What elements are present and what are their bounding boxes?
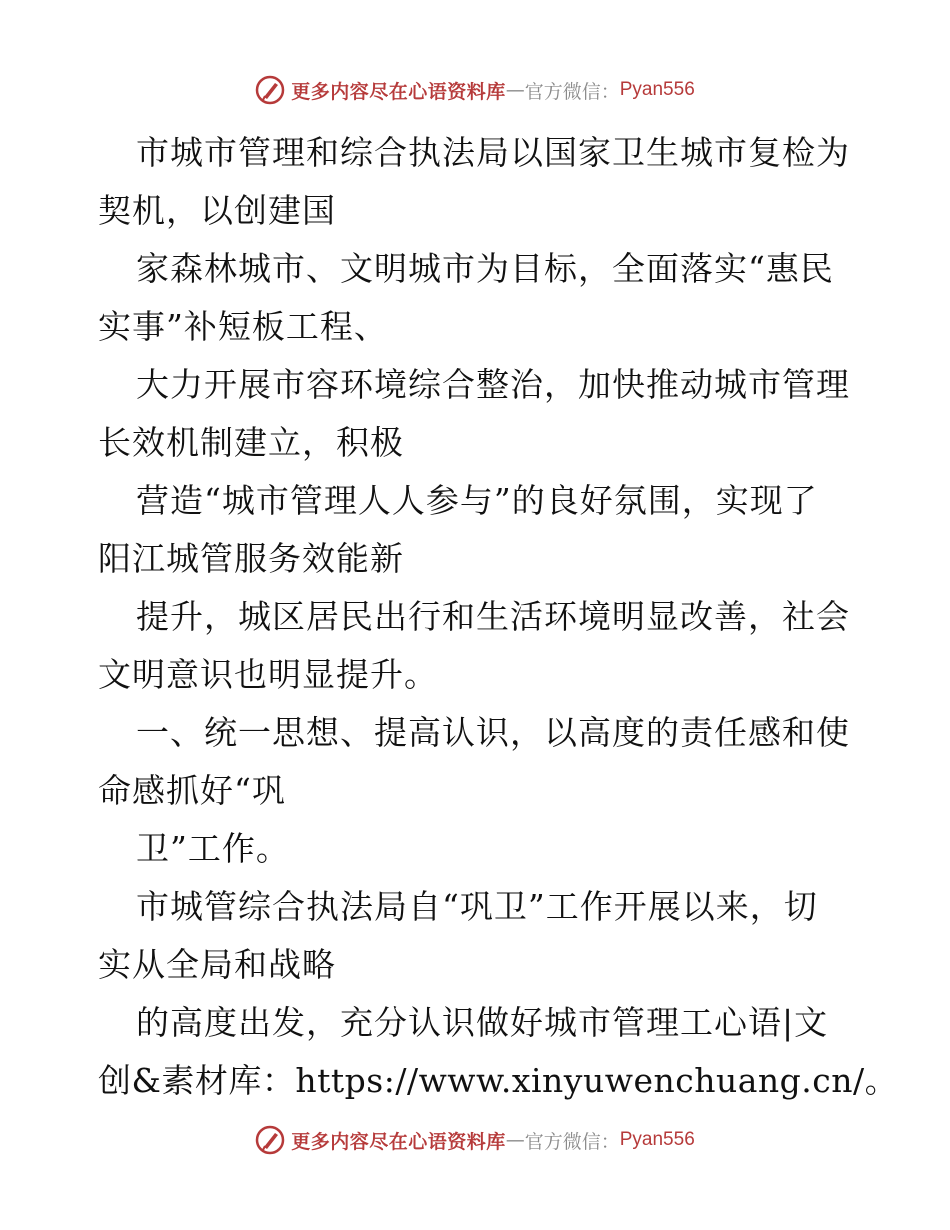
text-line: 文明意识也明显提升。 — [98, 655, 438, 694]
wechat-label: 官方微信： — [524, 80, 620, 103]
text-line: 实事”补短板工程、 — [98, 307, 388, 346]
wechat-id: Pyan556 — [619, 1129, 695, 1150]
text-line: 阳江城管服务效能新 — [98, 539, 404, 578]
text-line: 营造“城市管理人人参与”的良好氛围，实现了 — [136, 481, 818, 520]
section-heading-line: 一、统一思想、提高认识，以高度的责任感和使 — [136, 713, 850, 752]
header-watermark-banner — [0, 70, 950, 110]
text-line: 市城管综合执法局自“巩卫”工作开展以来，切 — [136, 887, 818, 926]
footer-watermark-banner — [0, 1120, 950, 1160]
section-heading-line: 卫”工作。 — [136, 829, 290, 868]
wechat-label: 官方微信： — [524, 1130, 620, 1153]
banner-dash: — — [505, 1129, 525, 1151]
brand-text: 更多内容尽在心语资料库 — [291, 1130, 506, 1153]
text-line: 家森林城市、文明城市为目标，全面落实“惠民 — [136, 249, 834, 288]
text-line: 长效机制建立，积极 — [98, 423, 404, 462]
section-heading-line: 命感抓好“巩 — [98, 771, 286, 810]
banner-dash: — — [505, 79, 525, 101]
quill-pen-icon — [255, 1125, 285, 1155]
text-line: 的高度出发，充分认识做好城市管理工心语|文 — [136, 1003, 829, 1042]
text-line: 提升，城区居民出行和生活环境明显改善，社会 — [136, 597, 850, 636]
brand-text: 更多内容尽在心语资料库 — [291, 80, 506, 103]
text-line: 市城市管理和综合执法局以国家卫生城市复检为 — [136, 133, 850, 172]
document-body — [98, 124, 899, 1110]
quill-pen-icon — [255, 75, 285, 105]
url-text-line: 创&素材库：https://www.xinyuwenchuang.cn/。 — [98, 1061, 899, 1100]
text-line: 契机，以创建国 — [98, 191, 336, 230]
text-line: 大力开展市容环境综合整治，加快推动城市管理 — [136, 365, 850, 404]
wechat-id: Pyan556 — [619, 79, 695, 100]
text-line: 实从全局和战略 — [98, 945, 336, 984]
